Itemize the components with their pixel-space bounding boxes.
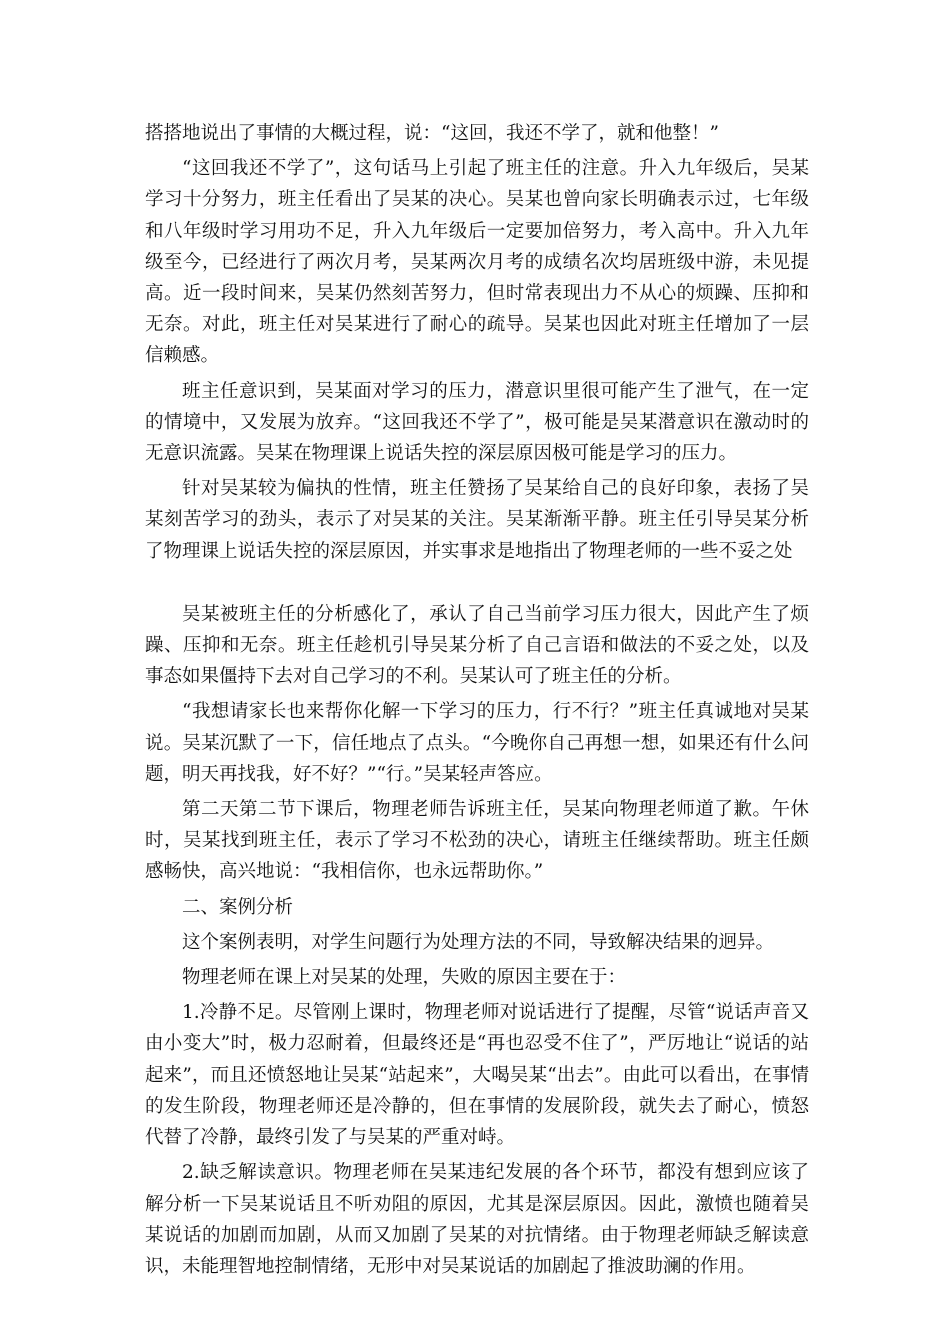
paragraph: 吴某被班主任的分析感化了，承认了自己当前学习压力很大，因此产生了烦躁、压抑和无奈。班主任趁机引导吴某分析了自己言语和做法的不妥之处，以及事态如果僵持下去对自己学习的不利。吴某认可了班主任的分析。 xyxy=(145,603,809,688)
paragraph: 这个案例表明，对学生问题行为处理方法的不同，导致解决结果的迥异。 xyxy=(182,931,775,953)
paragraph: “这回我还不学了”，这句话马上引起了班主任的注意。升入九年级后，吴某学习十分努力，班主任看出了吴某的决心。吴某也曾向家长明确表示过，七年级和八年级时学习用功不足，升入九年级后一定要加倍努力，考入高中。升入九年级至今，已经进行了两次月考，吴某两次月考的成绩名次均居班级中游，未见提高。近一段时间来，吴某仍然刻苦努力，但时常表现出力不从心的烦躁、压抑和无奈。对此，班主任对吴某进行了耐心的疏导。吴某也因此对班主任增加了一层信赖感。 xyxy=(145,158,809,367)
paragraph-point-2: 2.缺乏解读意识。物理老师在吴某违纪发展的各个环节，都没有想到应该了解分析一下吴某说话且不听劝阻的原因，尤其是深层原因。因此，激愤也随着吴某说话的加剧而加剧，从而又加剧了吴某的对抗情绪。由于物理老师缺乏解读意识，未能理智地控制情绪，无形中对吴某说话的加剧起了推波助澜的作用。 xyxy=(145,1162,809,1277)
paragraph: 班主任意识到，吴某面对学习的压力，潜意识里很可能产生了泄气，在一定的情境中，又发展为放弃。“这回我还不学了”，极可能是吴某潜意识在激动时的无意识流露。吴某在物理课上说话失控的深层原因极可能是学习的压力。 xyxy=(145,380,809,465)
paragraph: “我想请家长也来帮你化解一下学习的压力，行不行？”班主任真诚地对吴某说。吴某沉默了一下，信任地点了点头。“今晚你自己再想一想，如果还有什么问题，明天再找我，好不好？”“行。”吴某轻声答应。 xyxy=(145,701,809,785)
section-heading: 二、案例分析 xyxy=(182,896,294,918)
paragraph: 第二天第二节下课后，物理老师告诉班主任，吴某向物理老师道了歉。午休时，吴某找到班主任，表示了学习不松劲的决心，请班主任继续帮助。班主任颇感畅快，高兴地说：“我相信你，也永远帮助你。” xyxy=(145,799,809,883)
paragraph-continuation: 搭搭地说出了事情的大概过程，说：“这回，我还不学了，就和他整！” xyxy=(145,123,719,144)
document-page xyxy=(145,118,809,1286)
paragraph-point-1: 1.冷静不足。尽管刚上课时，物理老师对说话进行了提醒，尽管“说话声音又由小变大”时，极力忍耐着，但最终还是“再也忍受不住了”，严厉地让“说话的站起来”，而且还愤怒地让吴某“站起来”，大喝吴某“出去”。由此可以看出，在事情的发生阶段，物理老师还是冷静的，但在事情的发展阶段，就失去了耐心，愤怒代替了冷静，最终引发了与吴某的严重对峙。 xyxy=(145,1002,809,1149)
paragraph: 针对吴某较为偏执的性情，班主任赞扬了吴某给自己的良好印象，表扬了吴某刻苦学习的劲头，表示了对吴某的关注。吴某渐渐平静。班主任引导吴某分析了物理课上说话失控的深层原因，并实事求是地指出了物理老师的一些不妥之处 xyxy=(145,478,809,562)
paragraph: 物理老师在课上对吴某的处理，失败的原因主要在于： xyxy=(182,967,627,989)
